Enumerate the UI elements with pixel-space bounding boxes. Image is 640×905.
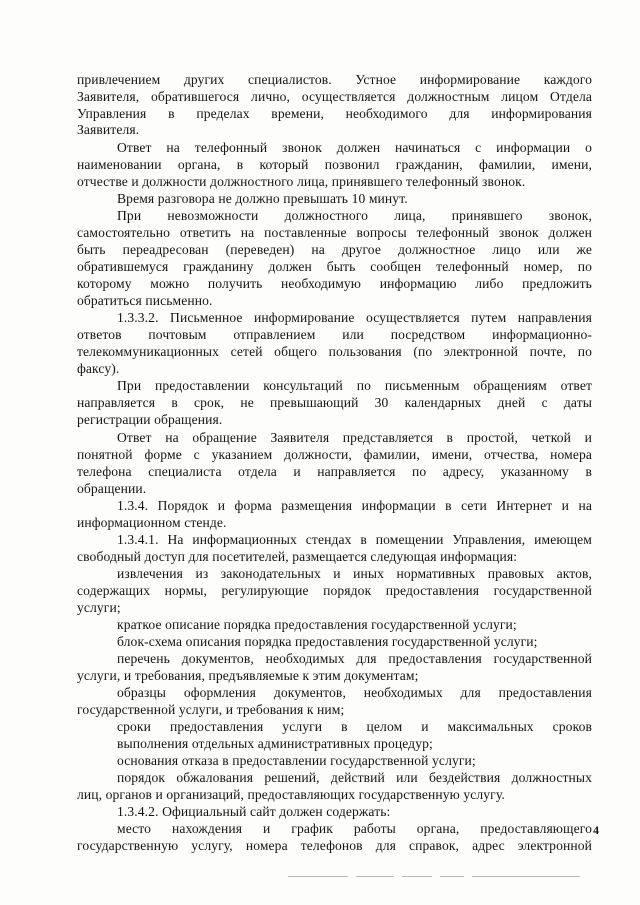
text-line: свободный доступ для посетителей, размещается следующая информация:	[77, 549, 518, 564]
footer-rule	[402, 876, 432, 877]
text-line: привлечением других специалистов. Устное информирование каждого	[77, 72, 592, 87]
text-line: государственной услуги, и требования к ним;	[77, 702, 345, 717]
text-line: регистрации обращения.	[77, 412, 223, 427]
text-line: блок-схема описания порядка предоставления государственной услуги;	[117, 634, 538, 649]
text-line: лиц, органов и организаций, предоставляющих государственную услугу.	[77, 787, 505, 802]
text-line: При предоставлении консультаций по письменным обращениям ответ	[117, 378, 592, 393]
text-line: телефона специалиста отдела и направляется по адресу, указанному в	[77, 464, 592, 479]
text-line: наименовании органа, в который позвонил гражданин, фамилии, имени,	[77, 157, 592, 172]
footer-rule	[472, 876, 580, 877]
text-line: 1.3.4.2. Официальный сайт должен содержать:	[117, 804, 391, 819]
text-line: краткое описание порядка предоставления государственной услуги;	[117, 617, 517, 632]
text-line: 1.3.4.1. На информационных стендах в помещении Управления, имеющем	[117, 532, 592, 547]
text-line: услуги, и требования, предъявляемые к этим документам;	[77, 668, 419, 683]
text-line: обратиться письменно.	[77, 293, 213, 308]
text-line: Управления в пределах времени, необходимого для информирования	[77, 106, 592, 121]
text-line: перечень документов, необходимых для предоставления государственной	[117, 651, 592, 666]
text-line: Заявителя, обратившегося лично, осуществляется должностным лицом Отдела	[77, 89, 592, 104]
text-line: направляется в срок, не превышающий 30 календарных дней с даты	[77, 395, 592, 410]
footer-rule	[440, 876, 464, 877]
text-line: обратившемуся гражданину должен быть сообщен телефонный номер, по	[77, 259, 592, 274]
footer-rule	[356, 876, 394, 877]
text-line: Заявителя.	[77, 122, 140, 137]
text-line: факсу).	[77, 361, 120, 376]
text-line: обращении.	[77, 481, 147, 496]
text-line: содержащих нормы, регулирующие порядок предоставления государственной	[77, 583, 592, 598]
text-line: телекоммуникационных сетей общего пользования (по электронной почте, по	[77, 344, 592, 359]
text-line: быть переадресован (переведен) на другое должностное лицо или же	[77, 242, 592, 257]
text-line: государственную услугу, номера телефонов для справок, адрес электронной	[77, 838, 592, 853]
text-line: самостоятельно ответить на поставленные вопросы телефонный звонок должен	[77, 225, 592, 240]
text-line: порядок обжалования решений, действий или бездействия должностных	[117, 770, 592, 785]
text-line: Ответ на обращение Заявителя представляется в простой, четкой и	[117, 430, 592, 445]
text-line: 1.3.3.2. Письменное информирование осуществляется путем направления	[117, 310, 592, 325]
text-line: 1.3.4. Порядок и форма размещения информации в сети Интернет и на	[117, 498, 592, 513]
text-line: информационном стенде.	[77, 515, 227, 530]
text-line: образцы оформления документов, необходимых для предоставления	[117, 685, 592, 700]
text-line: ответов почтовым отправлением или посредством информационно-	[77, 327, 592, 342]
text-line: извлечения из законодательных и иных нормативных правовых актов,	[117, 566, 592, 581]
footer-rule	[288, 876, 348, 877]
text-line: выполнения отдельных административных процедур;	[117, 736, 433, 751]
text-line: Время разговора не должно превышать 10 минут.	[117, 191, 408, 206]
text-line: При невозможности должностного лица, принявшего звонок,	[117, 208, 592, 223]
text-line: Ответ на телефонный звонок должен начинаться с информации о	[117, 140, 592, 155]
text-line: понятной форме с указанием должности, фамилии, имени, отчества, номера	[77, 447, 592, 462]
text-line: которому можно получить необходимую информацию либо предложить	[77, 276, 592, 291]
page-number: 4	[593, 823, 599, 837]
text-line: место нахождения и график работы органа, предоставляющего	[117, 821, 592, 836]
text-line: отчестве и должности должностного лица, принявшего телефонный звонок.	[77, 174, 526, 189]
text-line: основания отказа в предоставлении государственной услуги;	[117, 753, 476, 768]
text-line: сроки предоставления услуги в целом и максимальных сроков	[117, 719, 592, 734]
text-line: услуги;	[77, 600, 121, 615]
